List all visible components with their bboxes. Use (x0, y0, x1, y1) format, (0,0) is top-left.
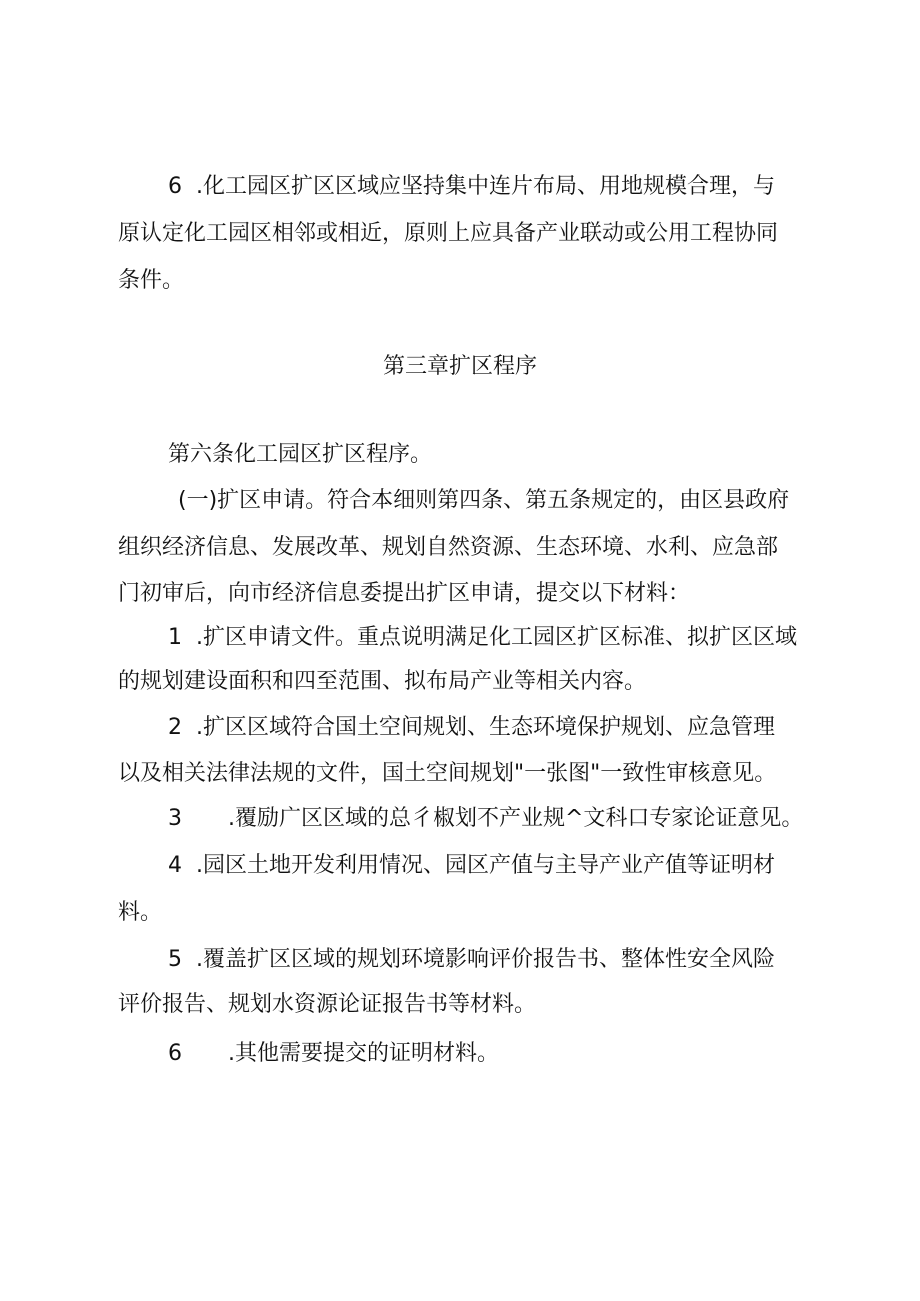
material-3-text-1: .覆励广区区域的总彳椒划不产业规^文科口专家论证意见。 (228, 806, 804, 831)
material-4-number: 4 (168, 853, 182, 878)
material-4-line-2: 料。 (118, 900, 163, 925)
material-4-text-1: .园区土地开发利用情况、园区产值与主导产业产值等证明材 (196, 853, 775, 878)
material-1-line-2: 的规划建设面积和四至范围、拟布局产业等相关内容。 (118, 669, 647, 694)
item-6-top-line-2: 原认定化工园区相邻或相近，原则上应具备产业联动或公用工程协同 (118, 221, 779, 246)
chapter-title: 第三章扩区程序 (382, 354, 537, 379)
material-2-text-1: .扩区区域符合国土空间规划、生态环境保护规划、应急管理 (196, 715, 775, 740)
material-5-text-1: .覆盖扩区区域的规划环境影响评价报告书、整体性安全风险 (196, 947, 775, 972)
material-1-text-1: .扩区申请文件。重点说明满足化工园区扩区标准、拟扩区区域 (196, 625, 797, 650)
material-1-line-1 (168, 623, 797, 653)
material-4-line-1 (168, 851, 775, 881)
material-5-line-1 (168, 945, 775, 975)
material-1-number: 1 (168, 625, 182, 650)
article-6-title: 第六条化工园区扩区程序。 (168, 442, 433, 467)
material-2-number: 2 (168, 715, 182, 740)
item-6-top-text-1: .化工园区扩区区域应坚持集中连片布局、用地规模合理，与 (196, 174, 775, 199)
material-2-line-2: 以及相关法律法规的文件，国土空间规划"一张图"一致性审核意见。 (118, 761, 777, 786)
material-3-number: 3 (168, 806, 182, 831)
item-6-top-line-1 (168, 172, 775, 202)
item-6-top-line-3: 条件。 (118, 268, 185, 293)
material-5-number: 5 (168, 947, 182, 972)
section-1-line-2: 组织经济信息、发展改革、规划自然资源、生态环境、水利、应急部 (118, 535, 779, 560)
section-1-line-3: 门初审后，向市经济信息委提出扩区申请，提交以下材料： (118, 581, 691, 606)
material-5-line-2: 评价报告、规划水资源论证报告书等材料。 (118, 992, 537, 1017)
material-6-text-1: .其他需要提交的证明材料。 (228, 1041, 499, 1066)
material-6-line-1 (168, 1039, 499, 1069)
material-3-line-1 (168, 804, 803, 834)
material-6-number: 6 (168, 1041, 182, 1066)
section-1-line-1: (一)扩区申请。符合本细则第四条、第五条规定的，由区县政府 (178, 488, 790, 513)
item-6-top-number: 6 (168, 174, 182, 199)
material-2-line-1 (168, 713, 775, 743)
